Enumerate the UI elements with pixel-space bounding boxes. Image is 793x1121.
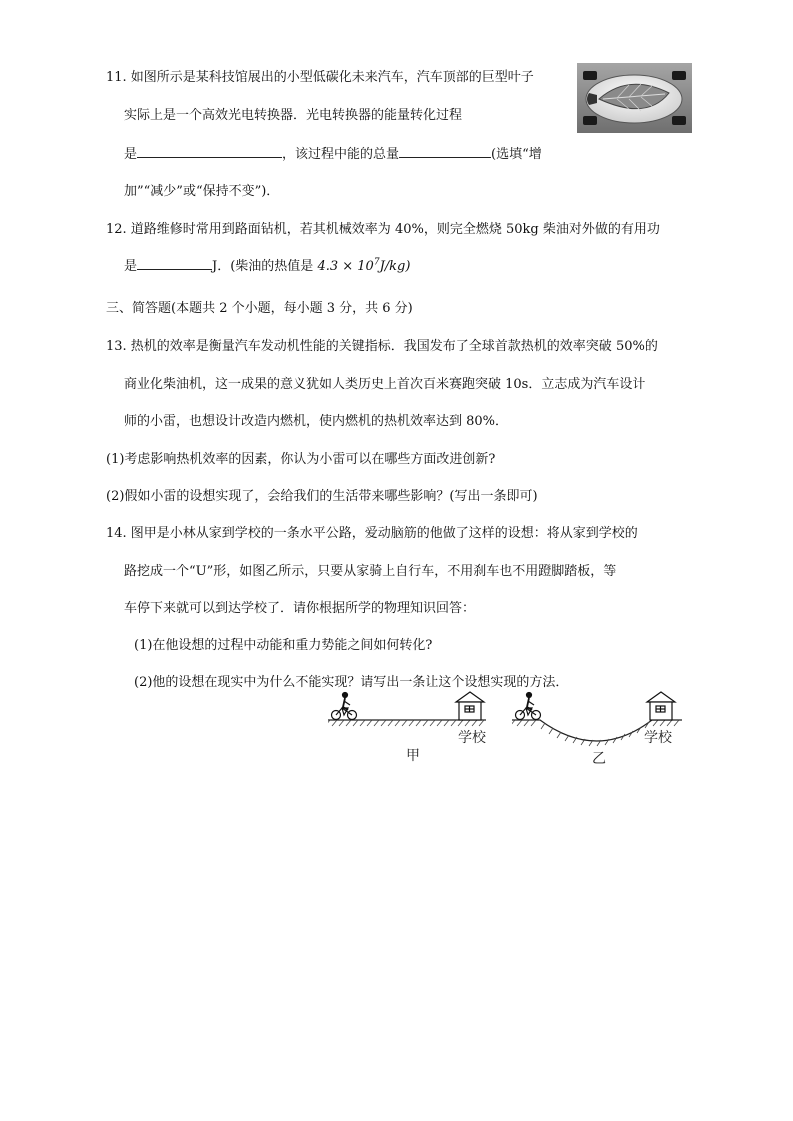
q12-heat-exponent: 7 (373, 257, 380, 268)
q12-line-1: 12. 道路维修时常用到路面钻机，若其机械效率为 40%，则完全燃烧 50kg 柴油对外做的有用功 (106, 222, 660, 237)
school-building-icon (456, 692, 484, 720)
q12-line-2-pre: 是 (124, 259, 138, 274)
q11-line-2: 实际上是一个高效光电转换器．光电转换器的能量转化过程 (124, 108, 463, 123)
q13-sub-1: (1)考虑影响热机效率的因素，你认为小雷可以在哪些方面改进创新? (106, 452, 496, 467)
q12-blank[interactable] (137, 257, 212, 270)
q11-line-3-pre: 是 (124, 147, 138, 162)
q14-line-1: 14. 图甲是小林从家到学校的一条水平公路，爱动脑筋的他做了这样的设想：将从家到学校的 (106, 526, 638, 541)
q11-blank-2[interactable] (399, 145, 491, 158)
q11-line-1: 11. 如图所示是某科技馆展出的小型低碳化未来汽车，汽车顶部的巨型叶子 (106, 70, 534, 85)
figure-yi-u-shaped-road (512, 690, 687, 770)
q14-line-2: 路挖成一个“U”形，如图乙所示，只要从家骑上自行车，不用刹车也不用蹬脚踏板，等 (124, 564, 617, 579)
q13-sub-2: (2)假如小雷的设想实现了，会给我们的生活带来哪些影响？(写出一条即可) (106, 489, 538, 504)
car-photo-image (577, 63, 692, 133)
q13-line-2: 商业化柴油机，这一成果的意义犹如人类历史上首次百米赛跑突破 10s．立志成为汽车设计 (124, 377, 646, 392)
figure-jia-flat-road (328, 690, 508, 770)
q12-line-2-post: J．(柴油的热值是 (212, 259, 314, 274)
figure-yi-school-label: 学校 (644, 730, 672, 746)
q11-line-3-mid: ，该过程中能的总量 (282, 147, 400, 162)
q12-heat-value-base: 4.3 × 10 (317, 259, 374, 274)
q13-line-1: 13. 热机的效率是衡量汽车发动机性能的关键指标．我国发布了全球首款热机的效率突破 50%的 (106, 339, 658, 354)
q12-heat-value (317, 259, 410, 274)
q12-heat-unit: J/kg) (379, 259, 411, 274)
cyclist-icon (332, 693, 357, 720)
figure-jia-school-label: 学校 (458, 730, 486, 746)
figure-yi-caption: 乙 (592, 751, 606, 767)
q12-line-2 (124, 255, 410, 274)
ground-hatching-jia (328, 720, 484, 726)
q11-line-3-post: (选填“增 (491, 147, 542, 162)
figure-jia-caption: 甲 (406, 748, 420, 764)
q13-line-3: 师的小雷，也想设计改造内燃机，使内燃机的热机效率达到 80%． (124, 414, 509, 429)
section-3-title: 三、简答题(本题共 2 个小题，每小题 3 分，共 6 分) (106, 301, 413, 316)
q14-sub-2: (2)他的设想在现实中为什么不能实现？请写出一条让这个设想实现的方法． (134, 675, 569, 690)
q14-sub-1: (1)在他设想的过程中动能和重力势能之间如何转化? (134, 638, 433, 653)
cyclist-icon (516, 693, 541, 720)
q11-line-4: 加”“减少”或“保持不变”)． (124, 184, 280, 199)
q14-line-3: 车停下来就可以到达学校了．请你根据所学的物理知识回答： (124, 601, 476, 616)
q11-blank-1[interactable] (137, 145, 282, 158)
q11-line-3 (124, 143, 542, 162)
school-building-icon (647, 692, 675, 720)
